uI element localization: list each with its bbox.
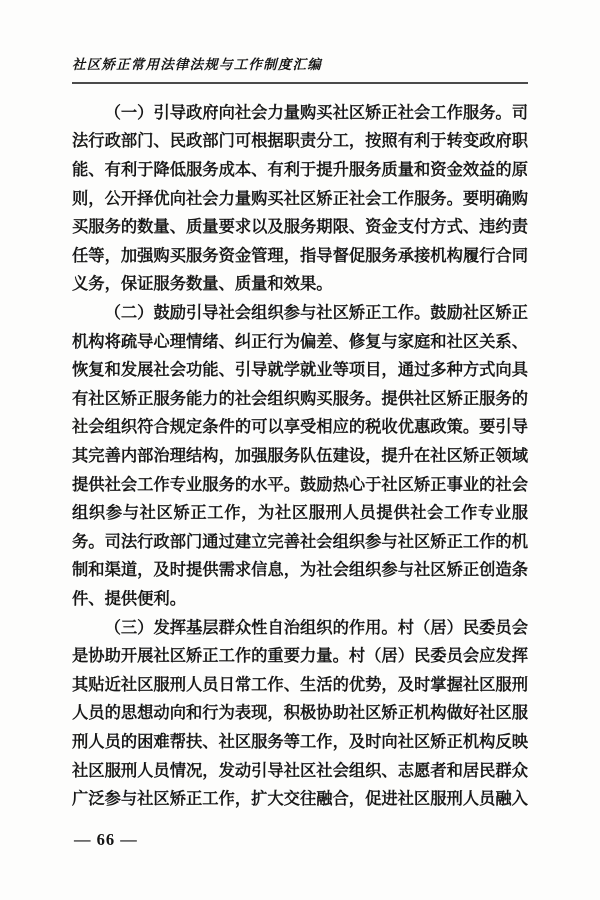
paragraph-2: （二）鼓励引导社会组织参与社区矫正工作。鼓励社区矫正机构将疏导心理情绪、纠正行为偏差、修复与家庭和社区关系、恢复和发展社会功能、引导就学就业等项目，通过多种方式向具有社区矫正服务能力的社会组织购买服务。提供社区矫正服务的社会组织符合规定条件的可以享受相应的税收优惠政策。要引导其完善内部治理结构，加强服务队伍建设，提升在社区矫正领域提供社会工作专业服务的水平。鼓励热心于社区矫正事业的社会组织参与社区矫正工作，为社区服刑人员提供社会工作专业服务。司法行政部门通过建立完善社会组织参与社区矫正工作的机制和渠道，及时提供需求信息，为社会组织参与社区矫正创造条件、提供便利。	[72, 303, 528, 608]
header-rule-divider	[72, 82, 528, 84]
running-header-title: 社区矫正常用法律法规与工作制度汇编	[72, 57, 322, 72]
paragraph-3: （三）发挥基层群众性自治组织的作用。村（居）民委员会是协助开展社区矫正工作的重要力量。村（居）民委员会应发挥其贴近社区服刑人员日常工作、生活的优势，及时掌握社区服刑人员的思想动向和行为表现，积极协助社区矫正机构做好社区服刑人员的困难帮扶、社区服务等工作，及时向社区矫正机构反映社区服刑人员情况，发动引导社区社会组织、志愿者和居民群众广泛参与社区矫正工作，扩大交往融合，促进社区服刑人员融入	[72, 617, 528, 809]
body-text	[72, 99, 528, 814]
page-number: — 66 —	[74, 830, 138, 849]
paragraph-1: （一）引导政府向社会力量购买社区矫正社会工作服务。司法行政部门、民政部门可根据职责分工，按照有利于转变政府职能、有利于降低服务成本、有利于提升服务质量和资金效益的原则，公开择优向社会力量购买社区矫正社会工作服务。要明确购买服务的数量、质量要求以及服务期限、资金支付方式、违约责任等，加强购买服务资金管理，指导督促服务承接机构履行合同义务，保证服务数量、质量和效果。	[72, 102, 528, 294]
